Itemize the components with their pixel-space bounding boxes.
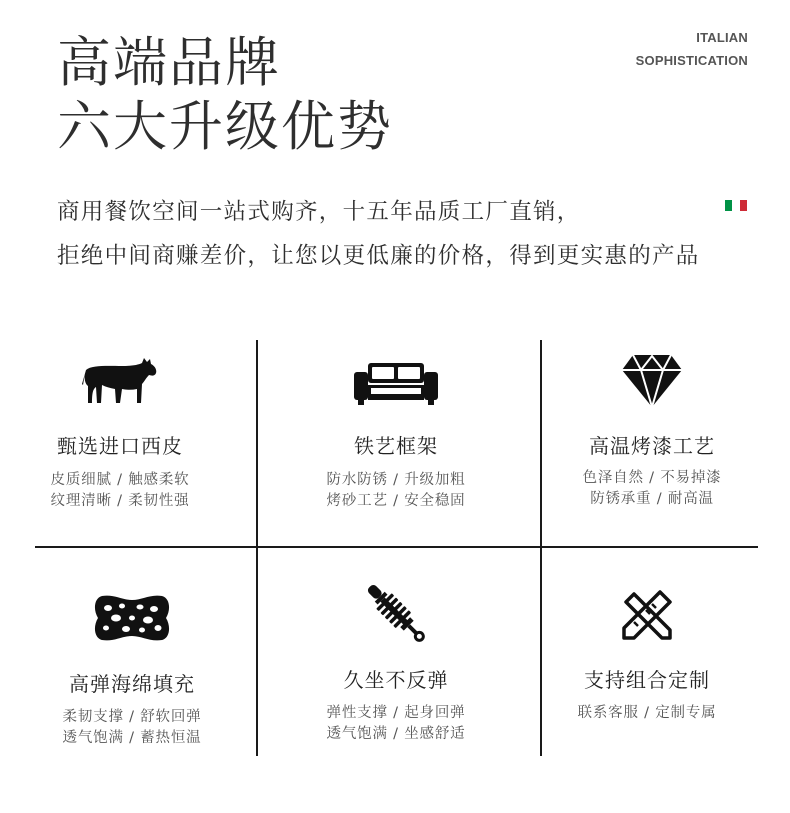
feature-title: 支持组合定制 <box>584 668 710 692</box>
feature-desc-line2: 透气饱满 / 蓄热恒温 <box>62 730 202 746</box>
feature-desc-line1: 皮质细腻 / 触感柔软 <box>50 472 190 488</box>
grid-vertical-divider-1 <box>256 340 258 756</box>
intro-line-1: 商用餐饮空间一站式购齐，十五年品质工厂直销， <box>57 199 581 225</box>
feature-desc-line1: 弹性支撑 / 起身回弹 <box>326 705 466 721</box>
tagline-sophistication: SOPHISTICATION <box>635 53 748 68</box>
feature-title: 甄选进口西皮 <box>57 434 183 458</box>
feature-desc-line1: 防水防锈 / 升级加粗 <box>326 472 466 488</box>
feature-title: 高弹海绵填充 <box>69 672 195 696</box>
flag-stripe-red <box>740 200 747 211</box>
cow-icon <box>82 356 158 410</box>
spring-icon <box>361 578 431 648</box>
feature-title: 高温烤漆工艺 <box>589 434 715 458</box>
feature-desc-line2: 防锈承重 / 耐高温 <box>590 491 714 507</box>
feature-title: 久坐不反弹 <box>343 668 449 692</box>
grid-vertical-divider-2 <box>540 340 542 756</box>
feature-desc-line1: 柔韧支撑 / 舒软回弹 <box>62 709 202 725</box>
page-title: 高端品牌 <box>57 31 281 94</box>
feature-desc-line1: 色泽自然 / 不易掉漆 <box>582 470 722 486</box>
feature-desc-line1: 联系客服 / 定制专属 <box>577 705 717 721</box>
sofa-icon <box>354 360 438 406</box>
flag-stripe-white <box>732 200 739 211</box>
intro-line-2: 拒绝中间商赚差价，让您以更低廉的价格，得到更实惠的产品 <box>57 243 700 269</box>
diamond-icon <box>621 354 683 408</box>
feature-title: 铁艺框架 <box>354 434 438 458</box>
sponge-icon <box>94 594 170 642</box>
ruler-pencil-icon <box>620 588 674 642</box>
grid-horizontal-divider <box>35 546 758 548</box>
page-subtitle: 六大升级优势 <box>57 95 393 158</box>
feature-desc-line2: 烤砂工艺 / 安全稳固 <box>326 493 466 509</box>
italy-flag-icon <box>725 200 747 211</box>
feature-desc-line2: 纹理清晰 / 柔韧性强 <box>50 493 190 509</box>
feature-desc-line2: 透气饱满 / 坐感舒适 <box>326 726 466 742</box>
tagline-italian: ITALIAN <box>696 30 748 45</box>
flag-stripe-green <box>725 200 732 211</box>
